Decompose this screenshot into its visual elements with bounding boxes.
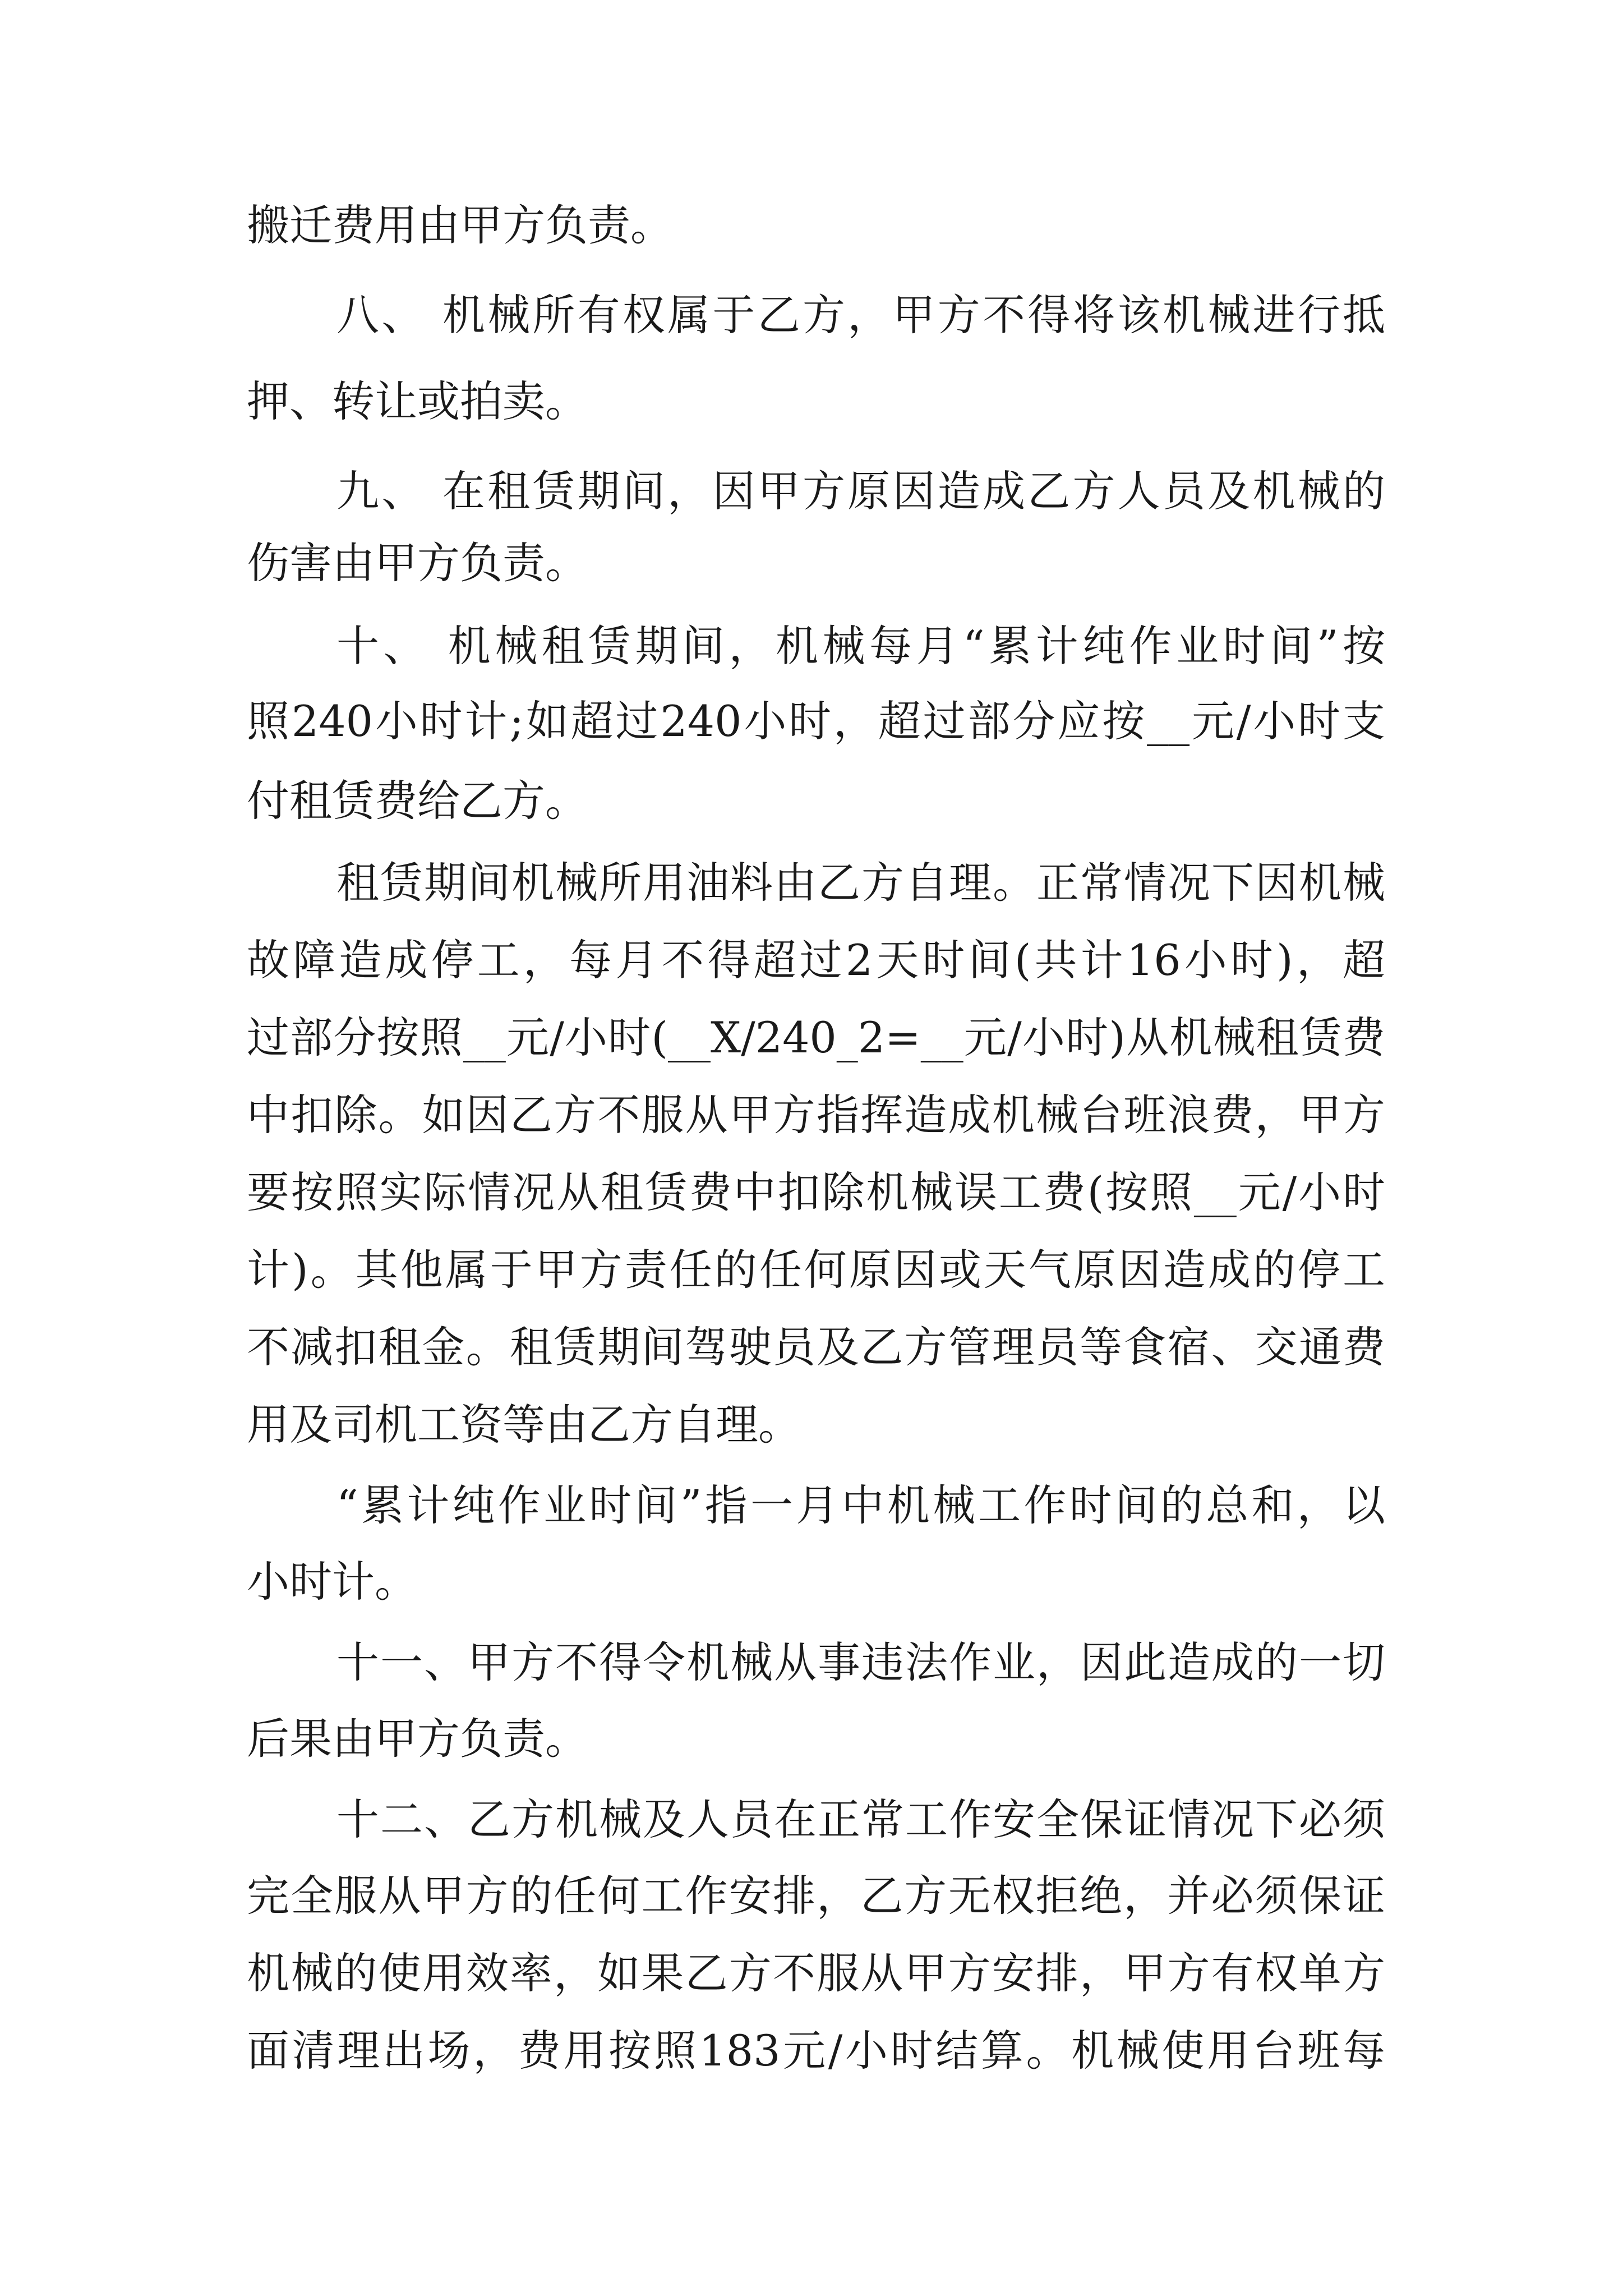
text-line: 要按照实际情况从租赁费中扣除机械误工费(按照__元/小时 <box>247 1167 1385 1217</box>
clause-10-line: 十、 机械租赁期间，机械每月“累计纯作业时间”按 <box>336 621 1385 671</box>
text-line: 机械的使用效率，如果乙方不服从甲方安排，甲方有权单方 <box>247 1948 1385 1998</box>
text-line: 小时计。 <box>247 1557 417 1607</box>
clause-12-line: 十二、乙方机械及人员在正常工作安全保证情况下必须 <box>336 1795 1385 1844</box>
text-line: 伤害由甲方负责。 <box>247 538 588 588</box>
text-line: 过部分按照__元/小时(__X/240_2=__元/小时)从机械租赁费 <box>247 1013 1385 1062</box>
clause-9-line: 九、 在租赁期间，因甲方原因造成乙方人员及机械的 <box>336 466 1385 516</box>
text-line: 用及司机工资等由乙方自理。 <box>247 1400 801 1450</box>
text-line: 完全服从甲方的任何工作安排，乙方无权拒绝，并必须保证 <box>247 1871 1385 1921</box>
text-line: 中扣除。如因乙方不服从甲方指挥造成机械台班浪费，甲方 <box>247 1090 1385 1140</box>
clause-8-line: 八、 机械所有权属于乙方，甲方不得将该机械进行抵 <box>336 290 1385 340</box>
text-line: 后果由甲方负责。 <box>247 1714 588 1764</box>
paragraph-line: 租赁期间机械所用油料由乙方自理。正常情况下因机械 <box>336 858 1385 908</box>
definition-line: “累计纯作业时间”指一月中机械工作时间的总和，以 <box>336 1480 1385 1530</box>
clause-11-line: 十一、甲方不得令机械从事违法作业，因此造成的一切 <box>336 1637 1385 1687</box>
text-line: 照240小时计;如超过240小时，超过部分应按__元/小时支 <box>247 696 1385 746</box>
text-line: 押、转让或拍卖。 <box>247 376 588 426</box>
text-line: 付租赁费给乙方。 <box>247 776 588 826</box>
text-line: 面清理出场，费用按照183元/小时结算。机械使用台班每 <box>247 2026 1385 2076</box>
text-line: 计)。其他属于甲方责任的任何原因或天气原因造成的停工 <box>247 1245 1385 1295</box>
text-line: 故障造成停工，每月不得超过2天时间(共计16小时)，超 <box>247 935 1385 985</box>
text-line: 不减扣租金。租赁期间驾驶员及乙方管理员等食宿、交通费 <box>247 1322 1385 1372</box>
text-line: 搬迁费用由甲方负责。 <box>247 200 673 250</box>
